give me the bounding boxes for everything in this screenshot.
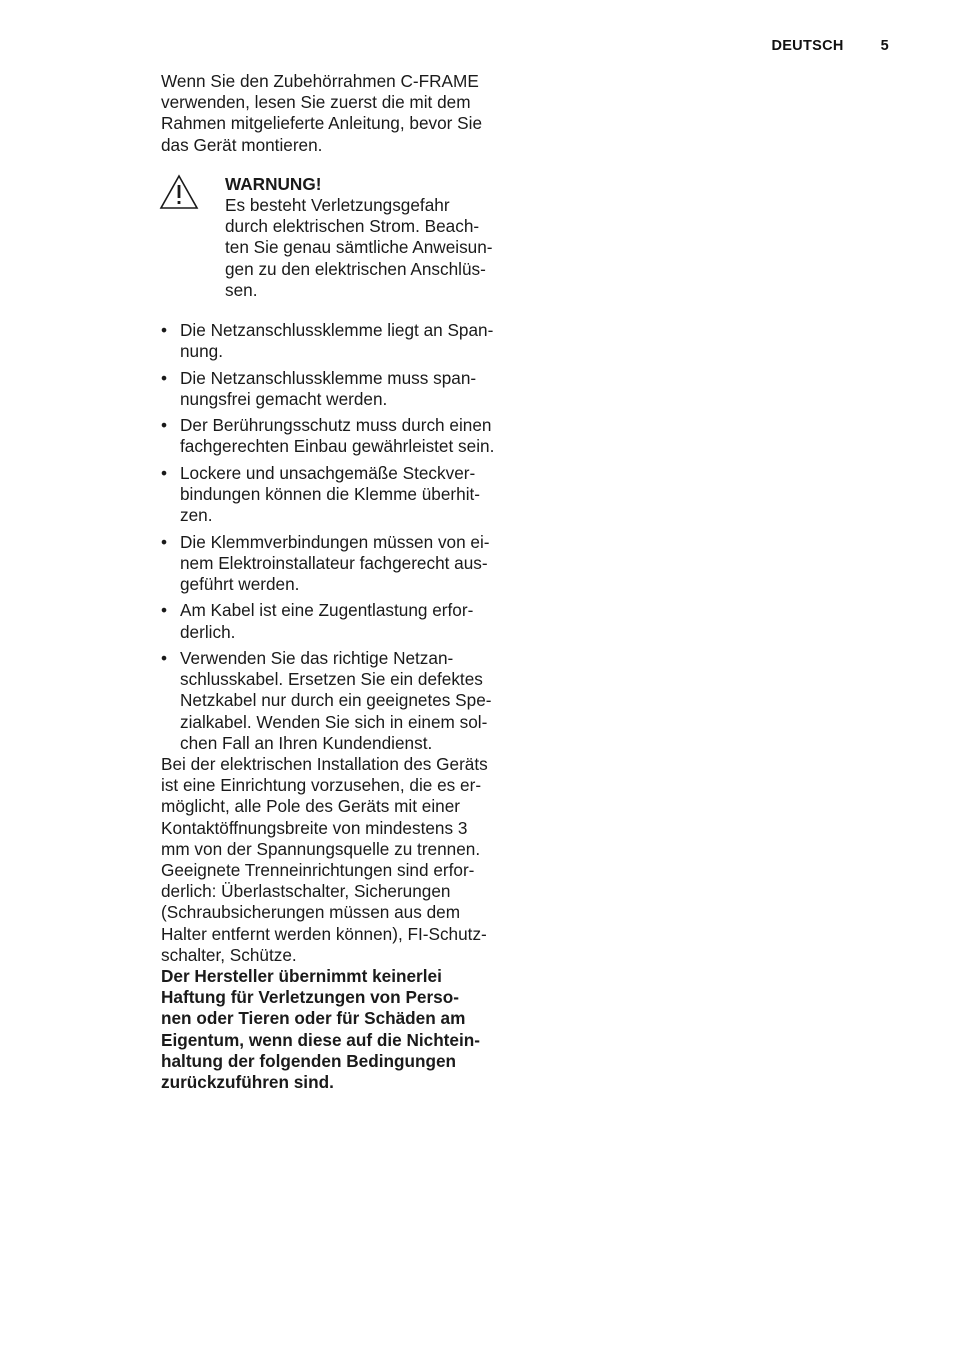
warning-text: Es besteht Verletzungsgefahr durch elektrischen Strom. Beach- ten Sie genau sämtliche Anweisun- gen zu den elektrischen Anschlüs- sen. <box>225 195 493 300</box>
list-item-text: Lockere und unsachgemäße Steckver- bindungen können die Klemme überhit- zen. <box>180 462 481 526</box>
bullet-icon: • <box>161 462 168 483</box>
list-item-text: Der Berührungsschutz muss durch einen fachgerechten Einbau gewährleistet sein. <box>180 415 495 457</box>
bullet-icon: • <box>161 367 168 388</box>
list-item-text: Verwenden Sie das richtige Netzan- schlusskabel. Ersetzen Sie ein defektes Netzkabel nur durch ein geeignetes Spe- zialkabel. Wenden Sie sich in einem sol- chen Fall an Ihren Kundendienst. <box>180 648 492 753</box>
list-item-text: Die Klemmverbindungen müssen von ei- nem Elektroinstallateur fachgerecht aus- geführt werden. <box>180 531 490 595</box>
warning-box <box>161 174 523 301</box>
page-number: 5 <box>880 38 889 54</box>
list-item-text: Die Netzanschlussklemme muss span- nungsfrei gemacht werden. <box>180 367 477 409</box>
list-item <box>161 368 523 410</box>
intro-paragraph: Wenn Sie den Zubehörrahmen C-FRAME verwenden, lesen Sie zuerst die mit dem Rahmen mitgelieferte Anleitung, bevor Sie das Gerät montieren. <box>161 71 483 155</box>
list-item <box>161 320 523 362</box>
list-item <box>161 648 523 754</box>
bullet-icon: • <box>161 600 168 621</box>
installation-paragraph: Bei der elektrischen Installation des Geräts ist eine Einrichtung vorzusehen, die es er- möglicht, alle Pole des Geräts mit einer Kontaktöffnungsbreite von mindestens 3 mm von der Spannungsquelle zu trennen. Geeignete Trenneinrichtungen sind erfor- derlich: Überlastschalter, Sicherungen (Schraubsicherungen müssen aus dem Halter entfernt werden können), FI-Schutz- schalter, Schütze. <box>161 754 488 965</box>
list-item-text: Die Netzanschlussklemme liegt an Span- nung. <box>180 320 494 362</box>
section-label: DEUTSCH <box>771 38 844 54</box>
bullet-icon: • <box>161 648 168 668</box>
liability-paragraph: Der Hersteller übernimmt keinerlei Haftung für Verletzungen von Perso- nen oder Tieren oder für Schäden am Eigentum, wenn diese auf die Nichtein- haltung der folgenden Bedingungen zurückzuführen sind. <box>161 966 480 1093</box>
warning-title: WARNUNG! <box>225 173 322 194</box>
list-item <box>161 415 523 457</box>
page-header <box>771 38 889 54</box>
list-item <box>161 600 523 642</box>
list-item <box>161 532 523 596</box>
list-item <box>161 463 523 527</box>
safety-bullet-list <box>161 320 523 754</box>
list-item-text: Am Kabel ist eine Zugentlastung erfor- derlich. <box>180 600 474 642</box>
bullet-icon: • <box>161 415 168 436</box>
bullet-icon: • <box>161 531 168 552</box>
content-column <box>161 71 523 1093</box>
bullet-icon: • <box>161 320 168 341</box>
warning-triangle-icon <box>159 174 199 210</box>
